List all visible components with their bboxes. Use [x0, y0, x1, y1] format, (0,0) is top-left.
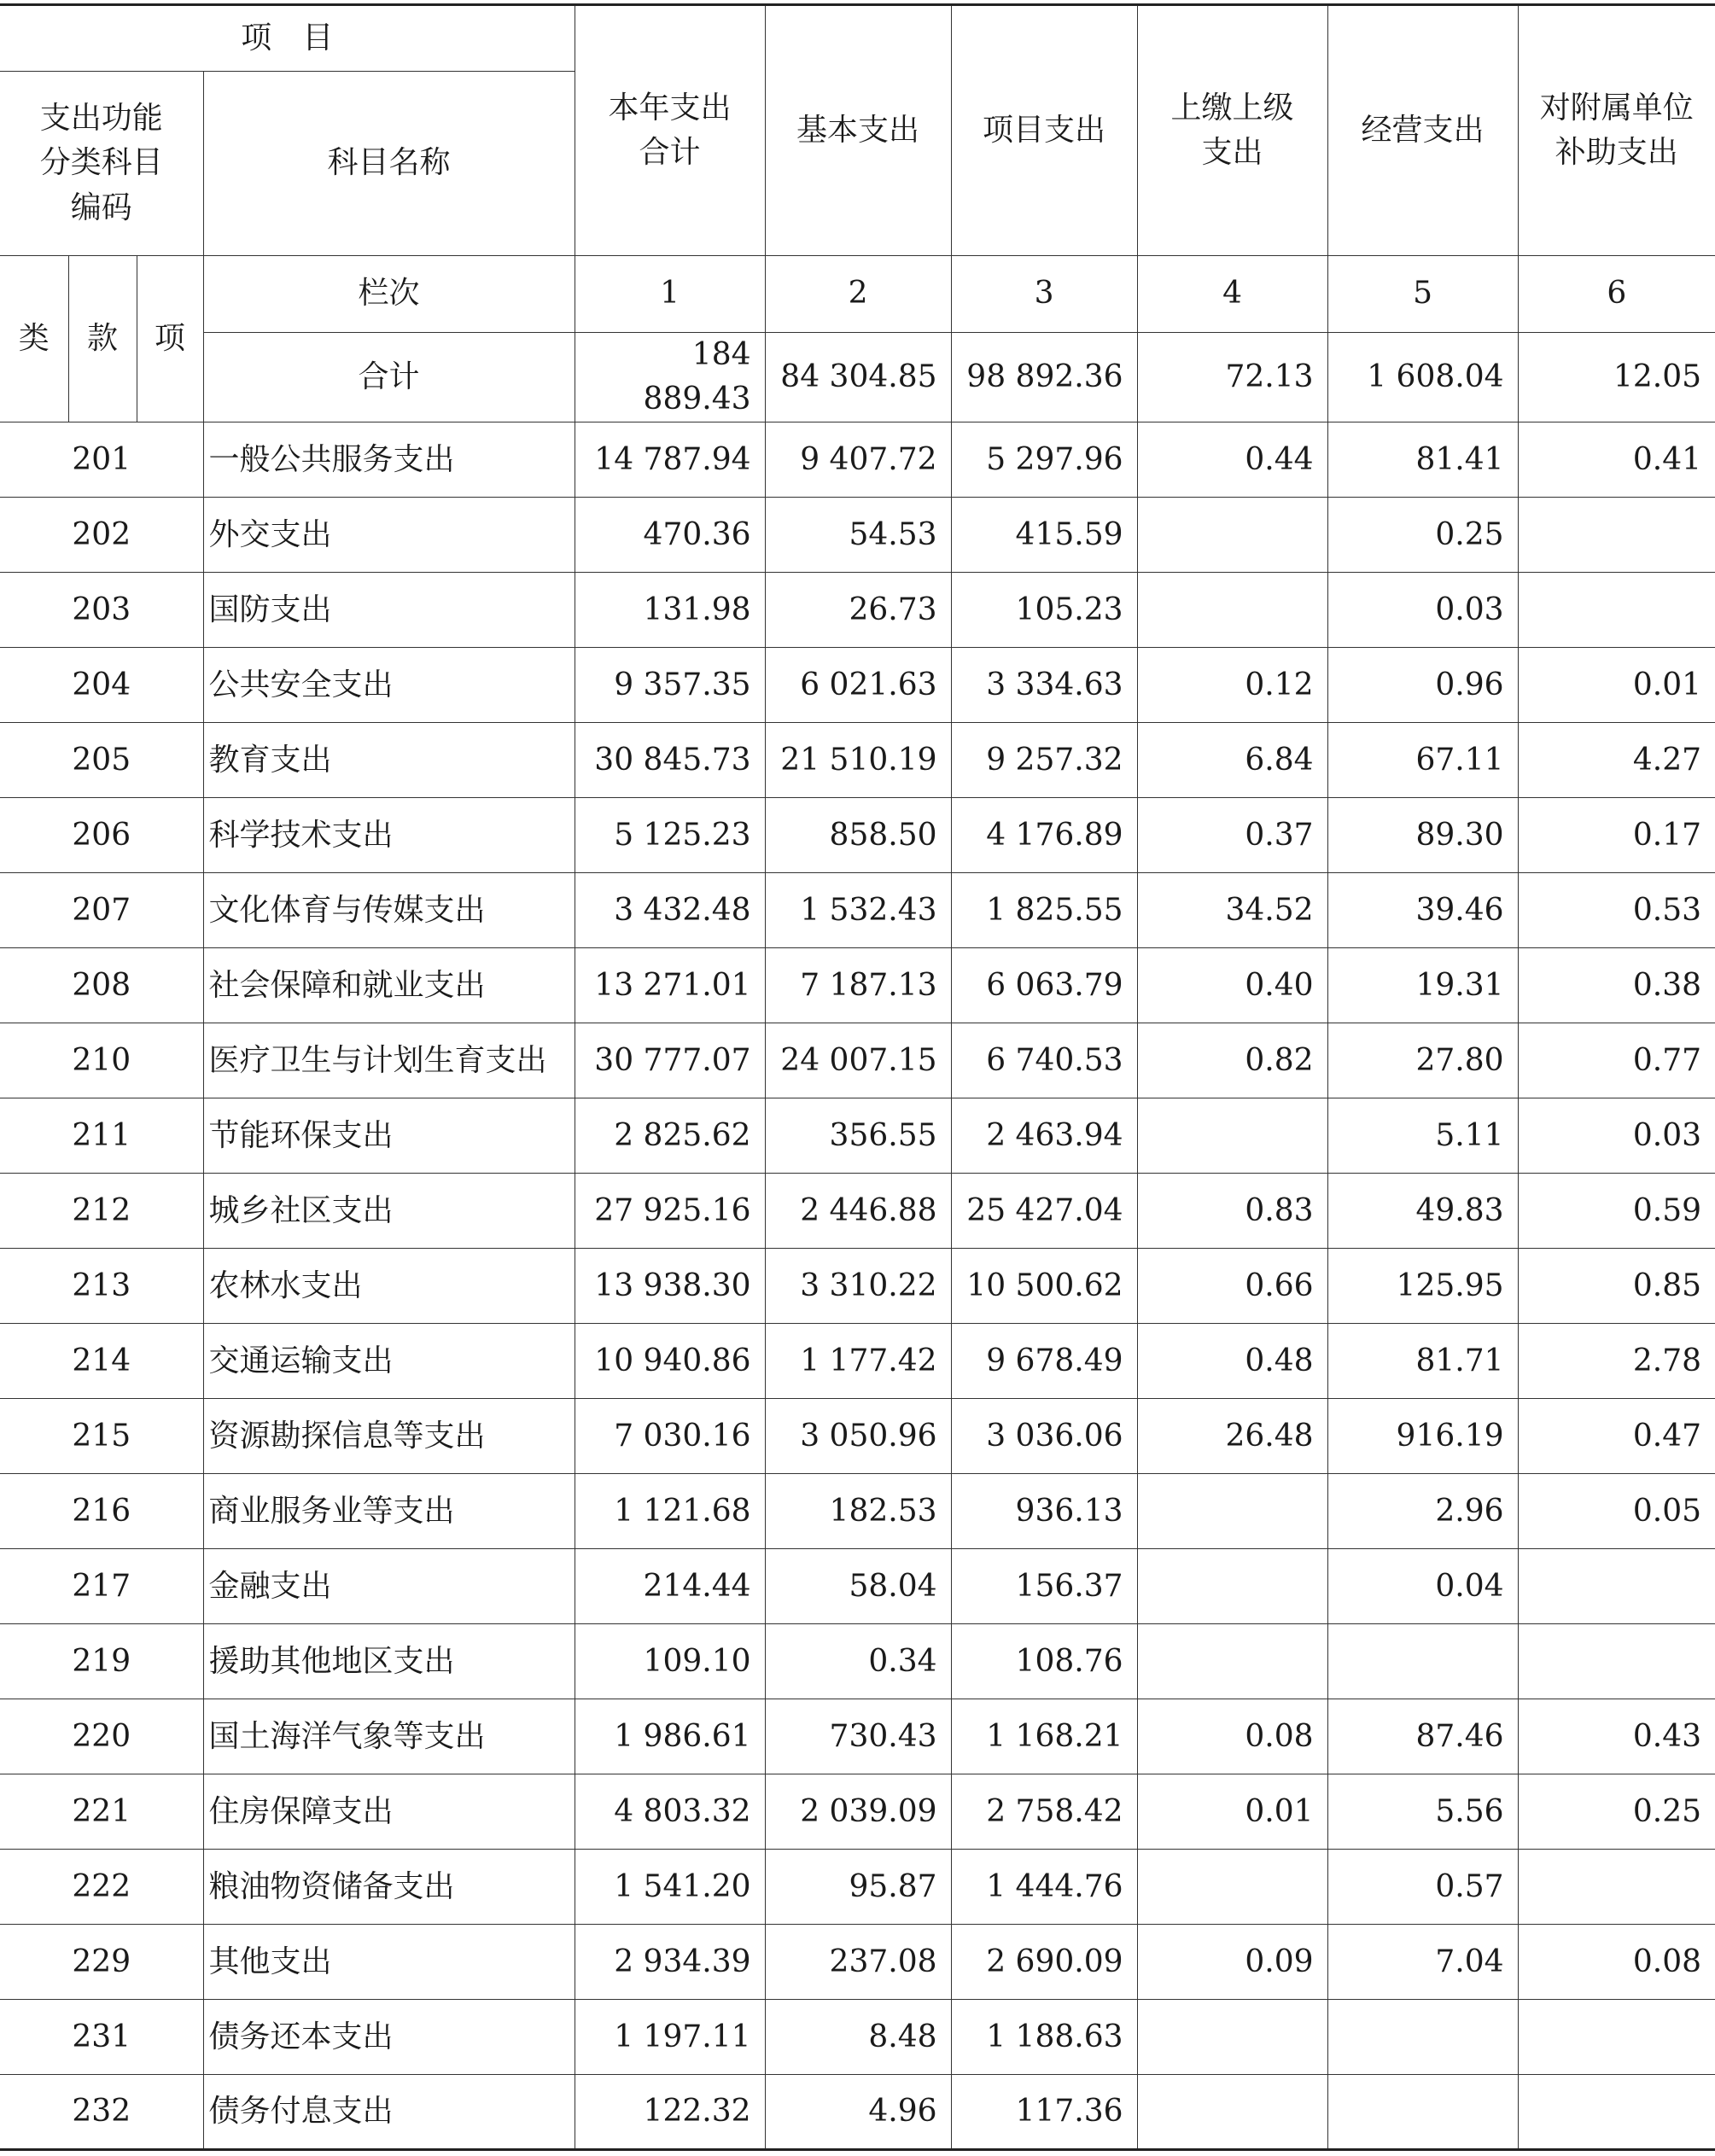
total-cell: 84 304.85: [765, 333, 951, 422]
subject-name: 债务还本支出: [203, 2000, 575, 2075]
amount-cell: 1 825.55: [951, 873, 1137, 948]
amount-cell: 105.23: [951, 573, 1137, 648]
amount-cell: [1518, 2000, 1715, 2075]
subject-name: 公共安全支出: [203, 648, 575, 723]
amount-cell: 131.98: [575, 573, 765, 648]
column-number: 6: [1518, 256, 1715, 333]
total-cell: 72.13: [1137, 333, 1327, 422]
subject-name: 社会保障和就业支出: [203, 948, 575, 1023]
amount-cell: 2 446.88: [765, 1174, 951, 1249]
subject-name: 外交支出: [203, 498, 575, 573]
amount-cell: 0.77: [1518, 1023, 1715, 1098]
amount-cell: 81.41: [1327, 422, 1518, 498]
subject-name: 医疗卫生与计划生育支出: [203, 1023, 575, 1098]
amount-cell: [1518, 2075, 1715, 2150]
amount-cell: 470.36: [575, 498, 765, 573]
amount-cell: 26.48: [1137, 1399, 1327, 1474]
amount-cell: 0.66: [1137, 1249, 1327, 1324]
table-row: [0, 1624, 1715, 1699]
amount-cell: [1518, 1624, 1715, 1699]
amount-cell: 7 030.16: [575, 1399, 765, 1474]
header-col-project: 项目支出: [951, 5, 1137, 256]
subject-code: 205: [0, 723, 203, 798]
amount-cell: 2 690.09: [951, 1925, 1137, 2000]
subject-code: 201: [0, 422, 203, 498]
subject-code: 203: [0, 573, 203, 648]
subject-code: 221: [0, 1774, 203, 1850]
table-row: [0, 648, 1715, 723]
subject-code: 208: [0, 948, 203, 1023]
amount-cell: 0.44: [1137, 422, 1327, 498]
amount-cell: 4 803.32: [575, 1774, 765, 1850]
amount-cell: 916.19: [1327, 1399, 1518, 1474]
amount-cell: 0.08: [1137, 1699, 1327, 1774]
subject-code: 217: [0, 1549, 203, 1624]
amount-cell: 156.37: [951, 1549, 1137, 1624]
amount-cell: 13 938.30: [575, 1249, 765, 1324]
amount-cell: 14 787.94: [575, 422, 765, 498]
amount-cell: 9 357.35: [575, 648, 765, 723]
subject-name: 农林水支出: [203, 1249, 575, 1324]
table-row: [0, 2075, 1715, 2150]
table-row: [0, 422, 1715, 498]
subject-code: 202: [0, 498, 203, 573]
amount-cell: 1 168.21: [951, 1699, 1137, 1774]
subject-name: 一般公共服务支出: [203, 422, 575, 498]
table-row: [0, 1098, 1715, 1174]
subject-code: 211: [0, 1098, 203, 1174]
subject-name: 援助其他地区支出: [203, 1624, 575, 1699]
amount-cell: 5 125.23: [575, 798, 765, 873]
table-row: [0, 1549, 1715, 1624]
amount-cell: 858.50: [765, 798, 951, 873]
amount-cell: 27.80: [1327, 1023, 1518, 1098]
table-row: [0, 573, 1715, 648]
amount-cell: 25 427.04: [951, 1174, 1137, 1249]
subject-name: 节能环保支出: [203, 1098, 575, 1174]
amount-cell: 39.46: [1327, 873, 1518, 948]
amount-cell: 0.40: [1137, 948, 1327, 1023]
header-row-item: [0, 5, 1715, 72]
amount-cell: 0.83: [1137, 1174, 1327, 1249]
table-row: [0, 1474, 1715, 1549]
column-number: 2: [765, 256, 951, 333]
amount-cell: 3 310.22: [765, 1249, 951, 1324]
amount-cell: [1327, 1624, 1518, 1699]
amount-cell: 2 934.39: [575, 1925, 765, 2000]
amount-cell: 109.10: [575, 1624, 765, 1699]
amount-cell: [1518, 1549, 1715, 1624]
amount-cell: 30 845.73: [575, 723, 765, 798]
amount-cell: [1137, 498, 1327, 573]
amount-cell: 0.17: [1518, 798, 1715, 873]
amount-cell: 356.55: [765, 1098, 951, 1174]
amount-cell: 0.05: [1518, 1474, 1715, 1549]
total-cell: 184 889.43: [575, 333, 765, 422]
amount-cell: 5.11: [1327, 1098, 1518, 1174]
amount-cell: 730.43: [765, 1699, 951, 1774]
amount-cell: 936.13: [951, 1474, 1137, 1549]
table-row: [0, 723, 1715, 798]
column-number: 3: [951, 256, 1137, 333]
amount-cell: [1137, 1474, 1327, 1549]
amount-cell: [1137, 2075, 1327, 2150]
table-row: [0, 498, 1715, 573]
table-row: [0, 948, 1715, 1023]
amount-cell: 1 188.63: [951, 2000, 1137, 2075]
amount-cell: 117.36: [951, 2075, 1137, 2150]
subject-code: 210: [0, 1023, 203, 1098]
amount-cell: [1137, 1624, 1327, 1699]
amount-cell: 0.09: [1137, 1925, 1327, 2000]
header-item: 项 目: [0, 5, 575, 72]
table-body: [0, 5, 1715, 2150]
amount-cell: 3 036.06: [951, 1399, 1137, 1474]
column-number: 1: [575, 256, 765, 333]
amount-cell: 1 541.20: [575, 1850, 765, 1925]
subject-code: 219: [0, 1624, 203, 1699]
amount-cell: 81.71: [1327, 1324, 1518, 1399]
column-number: 4: [1137, 256, 1327, 333]
amount-cell: 8.48: [765, 2000, 951, 2075]
amount-cell: 54.53: [765, 498, 951, 573]
amount-cell: [1137, 1850, 1327, 1925]
amount-cell: [1327, 2075, 1518, 2150]
amount-cell: 30 777.07: [575, 1023, 765, 1098]
amount-cell: 24 007.15: [765, 1023, 951, 1098]
amount-cell: [1137, 2000, 1327, 2075]
amount-cell: 0.25: [1518, 1774, 1715, 1850]
amount-cell: 2 758.42: [951, 1774, 1137, 1850]
subject-name: 资源勘探信息等支出: [203, 1399, 575, 1474]
amount-cell: [1518, 498, 1715, 573]
amount-cell: 237.08: [765, 1925, 951, 2000]
amount-cell: 2 039.09: [765, 1774, 951, 1850]
amount-cell: 4.27: [1518, 723, 1715, 798]
amount-cell: 95.87: [765, 1850, 951, 1925]
amount-cell: 125.95: [1327, 1249, 1518, 1324]
subject-code: 222: [0, 1850, 203, 1925]
amount-cell: [1137, 573, 1327, 648]
table-row: [0, 1850, 1715, 1925]
header-cat-item: 项: [137, 256, 203, 422]
subject-name: 教育支出: [203, 723, 575, 798]
amount-cell: 67.11: [1327, 723, 1518, 798]
total-cell: 12.05: [1518, 333, 1715, 422]
amount-cell: 0.59: [1518, 1174, 1715, 1249]
amount-cell: 0.03: [1327, 573, 1518, 648]
amount-cell: 2.78: [1518, 1324, 1715, 1399]
subject-name: 城乡社区支出: [203, 1174, 575, 1249]
amount-cell: 0.01: [1518, 648, 1715, 723]
amount-cell: 3 334.63: [951, 648, 1137, 723]
amount-cell: 9 678.49: [951, 1324, 1137, 1399]
table-row: [0, 873, 1715, 948]
amount-cell: 34.52: [1137, 873, 1327, 948]
table-row: [0, 1324, 1715, 1399]
amount-cell: [1137, 1098, 1327, 1174]
amount-cell: 27 925.16: [575, 1174, 765, 1249]
total-cell: 1 608.04: [1327, 333, 1518, 422]
amount-cell: 4 176.89: [951, 798, 1137, 873]
subject-code: 214: [0, 1324, 203, 1399]
subject-code: 232: [0, 2075, 203, 2150]
amount-cell: 2 463.94: [951, 1098, 1137, 1174]
subject-name: 国土海洋气象等支出: [203, 1699, 575, 1774]
amount-cell: [1137, 1549, 1327, 1624]
amount-cell: 58.04: [765, 1549, 951, 1624]
header-row-column-index: [0, 256, 1715, 333]
table-row: [0, 1023, 1715, 1098]
subject-name: 商业服务业等支出: [203, 1474, 575, 1549]
total-label: 合计: [203, 333, 575, 422]
column-number: 5: [1327, 256, 1518, 333]
amount-cell: 5 297.96: [951, 422, 1137, 498]
amount-cell: 0.12: [1137, 648, 1327, 723]
amount-cell: 10 500.62: [951, 1249, 1137, 1324]
header-subject-name: 科目名称: [203, 72, 575, 256]
subject-code: 204: [0, 648, 203, 723]
header-col-total: 本年支出合计: [575, 5, 765, 256]
amount-cell: 1 532.43: [765, 873, 951, 948]
amount-cell: 9 407.72: [765, 422, 951, 498]
amount-cell: 0.53: [1518, 873, 1715, 948]
table-row: [0, 1774, 1715, 1850]
subject-name: 粮油物资储备支出: [203, 1850, 575, 1925]
amount-cell: 10 940.86: [575, 1324, 765, 1399]
amount-cell: 3 432.48: [575, 873, 765, 948]
table-row: [0, 1699, 1715, 1774]
amount-cell: 0.34: [765, 1624, 951, 1699]
column-index-label: 栏次: [203, 256, 575, 333]
amount-cell: 4.96: [765, 2075, 951, 2150]
subject-code: 231: [0, 2000, 203, 2075]
expenditure-table: [0, 3, 1715, 2151]
subject-code: 229: [0, 1925, 203, 2000]
amount-cell: 0.01: [1137, 1774, 1327, 1850]
table-row: [0, 1249, 1715, 1324]
header-col-business: 经营支出: [1327, 5, 1518, 256]
amount-cell: [1327, 2000, 1518, 2075]
subject-name: 交通运输支出: [203, 1324, 575, 1399]
subject-name: 债务付息支出: [203, 2075, 575, 2150]
amount-cell: 3 050.96: [765, 1399, 951, 1474]
amount-cell: 1 177.42: [765, 1324, 951, 1399]
subject-code: 213: [0, 1249, 203, 1324]
amount-cell: 0.57: [1327, 1850, 1518, 1925]
amount-cell: 87.46: [1327, 1699, 1518, 1774]
subject-code: 207: [0, 873, 203, 948]
amount-cell: 0.04: [1327, 1549, 1518, 1624]
header-func-code: 支出功能分类科目编码: [0, 72, 203, 256]
subject-code: 216: [0, 1474, 203, 1549]
table-row: [0, 1399, 1715, 1474]
amount-cell: 182.53: [765, 1474, 951, 1549]
amount-cell: 13 271.01: [575, 948, 765, 1023]
amount-cell: 2 825.62: [575, 1098, 765, 1174]
amount-cell: 5.56: [1327, 1774, 1518, 1850]
amount-cell: [1518, 573, 1715, 648]
amount-cell: 0.03: [1518, 1098, 1715, 1174]
amount-cell: 89.30: [1327, 798, 1518, 873]
header-col-basic: 基本支出: [765, 5, 951, 256]
subject-name: 国防支出: [203, 573, 575, 648]
total-cell: 98 892.36: [951, 333, 1137, 422]
amount-cell: 6 063.79: [951, 948, 1137, 1023]
amount-cell: 2.96: [1327, 1474, 1518, 1549]
subject-name: 其他支出: [203, 1925, 575, 2000]
amount-cell: 0.41: [1518, 422, 1715, 498]
amount-cell: 0.85: [1518, 1249, 1715, 1324]
amount-cell: 1 197.11: [575, 2000, 765, 2075]
amount-cell: 0.43: [1518, 1699, 1715, 1774]
amount-cell: 6 740.53: [951, 1023, 1137, 1098]
subject-name: 金融支出: [203, 1549, 575, 1624]
amount-cell: 6.84: [1137, 723, 1327, 798]
subject-code: 220: [0, 1699, 203, 1774]
subject-name: 文化体育与传媒支出: [203, 873, 575, 948]
total-row: [0, 333, 1715, 422]
amount-cell: 21 510.19: [765, 723, 951, 798]
amount-cell: 9 257.32: [951, 723, 1137, 798]
subject-code: 206: [0, 798, 203, 873]
amount-cell: 0.96: [1327, 648, 1518, 723]
amount-cell: 0.08: [1518, 1925, 1715, 2000]
table-row: [0, 2000, 1715, 2075]
amount-cell: 108.76: [951, 1624, 1137, 1699]
amount-cell: 1 986.61: [575, 1699, 765, 1774]
amount-cell: 0.47: [1518, 1399, 1715, 1474]
header-col-upper: 上缴上级支出: [1137, 5, 1327, 256]
header-col-subsidy: 对附属单位补助支出: [1518, 5, 1715, 256]
subject-code: 212: [0, 1174, 203, 1249]
amount-cell: 6 021.63: [765, 648, 951, 723]
amount-cell: 0.25: [1327, 498, 1518, 573]
amount-cell: 19.31: [1327, 948, 1518, 1023]
subject-code: 215: [0, 1399, 203, 1474]
amount-cell: 0.48: [1137, 1324, 1327, 1399]
header-cat-class: 类: [0, 256, 68, 422]
amount-cell: 7 187.13: [765, 948, 951, 1023]
amount-cell: 49.83: [1327, 1174, 1518, 1249]
amount-cell: 1 444.76: [951, 1850, 1137, 1925]
table-row: [0, 1174, 1715, 1249]
amount-cell: 0.38: [1518, 948, 1715, 1023]
amount-cell: 0.82: [1137, 1023, 1327, 1098]
amount-cell: 1 121.68: [575, 1474, 765, 1549]
table-row: [0, 1925, 1715, 2000]
amount-cell: 7.04: [1327, 1925, 1518, 2000]
subject-name: 住房保障支出: [203, 1774, 575, 1850]
amount-cell: 0.37: [1137, 798, 1327, 873]
header-cat-section: 款: [68, 256, 137, 422]
subject-name: 科学技术支出: [203, 798, 575, 873]
amount-cell: 122.32: [575, 2075, 765, 2150]
amount-cell: [1518, 1850, 1715, 1925]
table-row: [0, 798, 1715, 873]
amount-cell: 214.44: [575, 1549, 765, 1624]
amount-cell: 415.59: [951, 498, 1137, 573]
amount-cell: 26.73: [765, 573, 951, 648]
